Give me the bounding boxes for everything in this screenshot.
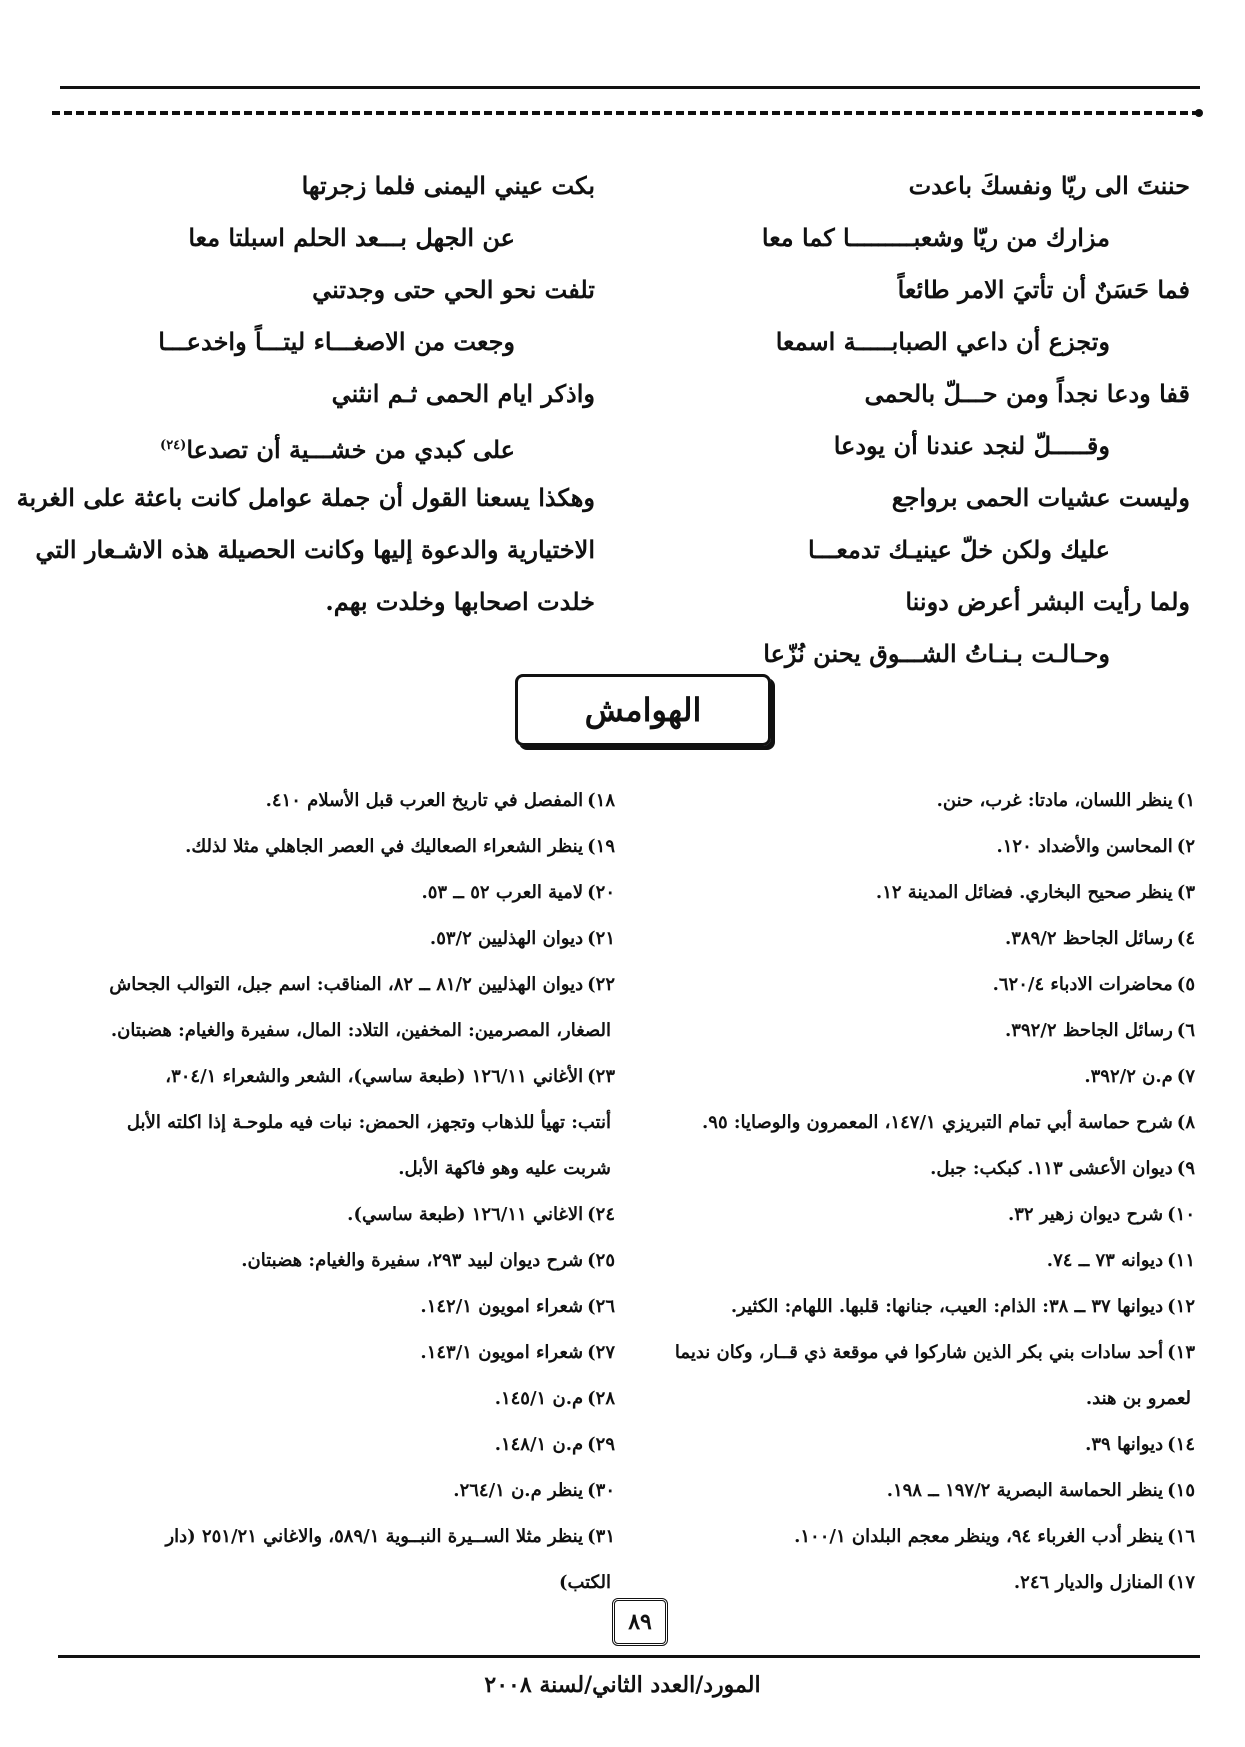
footnote <box>630 1422 1195 1468</box>
footnote-text: ديوان الهذليين ٥٣/٢. <box>429 928 584 949</box>
footnote-text: المفصل في تاريخ العرب قبل الأسلام ٤١٠. <box>265 790 584 811</box>
footnote-number: ١١) <box>1167 1250 1195 1271</box>
footnote-number: ٢٦) <box>587 1296 615 1317</box>
footnote <box>630 870 1195 916</box>
rule-dot <box>1195 109 1203 117</box>
footnote-number: ٤) <box>1176 928 1195 949</box>
footnote <box>50 1192 615 1238</box>
footnote-text: المحاسن والأضداد ١٢٠. <box>996 836 1173 857</box>
footnote-number: ٩) <box>1176 1158 1195 1179</box>
poem-line: واذكر ايام الحمى ثـم انثني <box>331 379 595 408</box>
footnote-number: ٢٥) <box>587 1250 615 1271</box>
footnote-text: شرح حماسة أبي تمام التبريزي ١٤٧/١، المعمرون والوصايا: ٩٥. <box>702 1112 1173 1133</box>
footnote-number: ١٤) <box>1167 1434 1195 1455</box>
notes-left-column <box>50 778 615 1606</box>
footnote <box>50 1422 615 1468</box>
footnote <box>50 1238 615 1284</box>
footnote <box>630 1330 1195 1376</box>
footnote <box>50 1514 615 1560</box>
notes-heading: الهوامش <box>584 691 702 729</box>
poem-line-text: على كبدي من خشـــية أن تصدعا <box>186 435 515 464</box>
footnote-text: ينظر مثلا الســيرة النبــوية ٥٨٩/١، والاغاني ٢٥١/٢١ (دار <box>165 1526 584 1547</box>
footnote <box>630 1284 1195 1330</box>
poem-line: حننتَ الى ريّا ونفسكَ باعدت <box>908 171 1190 200</box>
footnote-number: ١٨) <box>587 790 615 811</box>
footnote <box>630 1008 1195 1054</box>
footnote <box>50 962 615 1008</box>
footnote-text: ينظر صحيح البخاري. فضائل المدينة ١٢. <box>875 882 1173 903</box>
footnote-number: ٧) <box>1176 1066 1195 1087</box>
footnote-continuation <box>50 1560 615 1606</box>
footnote-text: محاضرات الادباء ٦٢٠/٤. <box>992 974 1173 995</box>
footnote-text: لعمرو بن هند. <box>1085 1388 1191 1409</box>
footnote-text: الأغاني ١٢٦/١١ (طبعة ساسي)، الشعر والشعراء ٣٠٤/١، <box>165 1066 584 1087</box>
top-rule <box>60 86 1200 89</box>
footnote <box>50 1376 615 1422</box>
footnote-text: ينظر أدب الغرباء ٩٤، وينظر معجم البلدان ١٠٠/١. <box>794 1526 1164 1547</box>
poem-line: وتجزع أن داعي الصبابـــــة اسمعا <box>775 327 1110 356</box>
footnote-number: ٢٣) <box>587 1066 615 1087</box>
footnote-text: شرح ديوان زهير ٣٢. <box>1007 1204 1164 1225</box>
footnote-continuation <box>50 1146 615 1192</box>
footnote-number: ١٩) <box>587 836 615 857</box>
footnote-number: ٢٨) <box>587 1388 615 1409</box>
footnote-continuation <box>630 1376 1195 1422</box>
footnote-text: أحد سادات بني بكر الذين شاركوا في موقعة ذي قــار، وكان نديما <box>674 1342 1164 1363</box>
poem-line <box>55 420 595 472</box>
footnote-number: ٣١) <box>587 1526 615 1547</box>
footnote-number: ١) <box>1176 790 1195 811</box>
footnote <box>50 1468 615 1514</box>
footnote-number: ١٢) <box>1167 1296 1195 1317</box>
poem-line: مزارك من ريّا وشعبـــــــــا كما معا <box>761 223 1110 252</box>
footnote-number: ٢) <box>1176 836 1195 857</box>
poem-line: ولما رأيت البشر أعرض دوننا <box>905 587 1190 616</box>
footnote-text: ينظر اللسان، مادتا: غرب، حنن. <box>936 790 1173 811</box>
footnote-continuation <box>50 1008 615 1054</box>
footnote-text: شرح ديوان لبيد ٢٩٣، سفيرة والغيام: هضبتان. <box>241 1250 584 1271</box>
footnote <box>50 916 615 962</box>
footnote <box>630 1054 1195 1100</box>
footnote <box>50 1054 615 1100</box>
page-number: ٨٩ <box>612 1598 668 1646</box>
poem-line: تلفت نحو الحي حتى وجدتني <box>312 275 595 304</box>
footnote-text: شعراء امويون ١٤٣/١. <box>420 1342 584 1363</box>
footnote-number: ٥) <box>1176 974 1195 995</box>
top-dashed-rule <box>52 111 1200 115</box>
footnote-number: ٢٧) <box>587 1342 615 1363</box>
notes-heading-box <box>515 674 771 746</box>
footnote-text: ينظر الحماسة البصرية ١٩٧/٢ ــ ١٩٨. <box>886 1480 1164 1501</box>
footnote-number: ١٠) <box>1167 1204 1195 1225</box>
prose-line: خلدت اصحابها وخلدت بهم. <box>325 587 595 616</box>
footnote-text: ديوان الهذليين ٨١/٢ ــ ٨٢، المناقب: اسم جبل، التوالب الجحاش <box>109 974 584 995</box>
journal-footer: المورد/العدد الثاني/لسنة ٢٠٠٨ <box>484 1672 761 1698</box>
footnote-text: شربت عليه وهو فاكهة الأبل. <box>398 1158 611 1179</box>
footnote-text: ينظر الشعراء الصعاليك في العصر الجاهلي مثلا لذلك. <box>185 836 584 857</box>
footnote-text: الصغار، المصرمين: المخفين، التلاد: المال، سفيرة والغيام: هضبتان. <box>110 1020 611 1041</box>
footnote <box>50 778 615 824</box>
footnote <box>630 778 1195 824</box>
prose-line: الاختيارية والدعوة إليها وكانت الحصيلة هذه الاشـعار التي <box>35 535 595 564</box>
footnote-text: الاغاني ١٢٦/١١ (طبعة ساسي). <box>347 1204 584 1225</box>
footnote-text: ديوان الأعشى ١١٣. كبكب: جبل. <box>930 1158 1173 1179</box>
poem-line: قفا ودعا نجداً ومن حـــلّ بالحمى <box>864 379 1190 408</box>
footnote <box>630 1100 1195 1146</box>
poem-line: وقـــــلّ لنجد عندنا أن يودعا <box>833 431 1110 460</box>
footnote-continuation <box>50 1100 615 1146</box>
footer-rule <box>58 1655 1200 1658</box>
poem-line: وجعت من الاصغـــاء ليتـــاً واخدعـــا <box>158 327 515 356</box>
footnote-number: ٦) <box>1176 1020 1195 1041</box>
footnote <box>630 1514 1195 1560</box>
footnote <box>630 1192 1195 1238</box>
footnote-text: المنازل والديار ٢٤٦. <box>1013 1572 1164 1593</box>
footnote-text: رسائل الجاحظ ٣٩٢/٢. <box>1005 1020 1173 1041</box>
footnote-number: ٢٩) <box>587 1434 615 1455</box>
footnote <box>630 1560 1195 1606</box>
footnote-number: ٢٠) <box>587 882 615 903</box>
footnote-text: رسائل الجاحظ ٣٨٩/٢. <box>1005 928 1173 949</box>
poem-line: عن الجهل بـــعد الحلم اسبلتا معا <box>188 223 515 252</box>
poem-line: وحـالـت بـنـاتُ الشـــوق يحنن نُزّعا <box>763 639 1110 668</box>
footnote-text: ديوانها ٣٩. <box>1085 1434 1164 1455</box>
footnote-number: ١٧) <box>1167 1572 1195 1593</box>
footnote <box>630 1146 1195 1192</box>
footnote <box>50 824 615 870</box>
poem-left-column <box>16 160 595 628</box>
footnote-text: م.ن ١٤٨/١. <box>494 1434 584 1455</box>
footnote-text: الكتب) <box>558 1572 611 1593</box>
footnote-number: ١٦) <box>1167 1526 1195 1547</box>
footnote <box>630 916 1195 962</box>
footnote-number: ٢١) <box>587 928 615 949</box>
footnote-text: شعراء امويون ١٤٢/١. <box>420 1296 584 1317</box>
footnote-text: م.ن ١٤٥/١. <box>494 1388 584 1409</box>
poem-line: عليك ولكن خلّ عينيـك تدمعـــا <box>807 535 1110 564</box>
poem-line: فما حَسَنٌ أن تأتيَ الامر طائعاً <box>897 275 1190 304</box>
footnote <box>630 962 1195 1008</box>
notes-right-column <box>630 778 1195 1606</box>
footnote-number: ٣٠) <box>587 1480 615 1501</box>
footnote <box>630 824 1195 870</box>
footnote-number: ١٥) <box>1167 1480 1195 1501</box>
footnote-number: ٢٤) <box>587 1204 615 1225</box>
footnote-text: لامية العرب ٥٢ ــ ٥٣. <box>421 882 584 903</box>
footnote <box>630 1468 1195 1514</box>
footnote-number: ٢٢) <box>587 974 615 995</box>
footnote <box>50 1330 615 1376</box>
poem-line: بكت عيني اليمنى فلما زجرتها <box>301 171 595 200</box>
footnote <box>50 870 615 916</box>
footnote-text: أنتب: تهيأ للذهاب وتجهز، الحمض: نبات فيه ملوحـة إذا اكلته الأبل <box>126 1112 611 1133</box>
footnote-text: ديوانه ٧٣ ــ ٧٤. <box>1046 1250 1164 1271</box>
footnote-text: م.ن ٣٩٢/٢. <box>1084 1066 1173 1087</box>
footnote-number: ٣) <box>1176 882 1195 903</box>
footnote-text: ينظر م.ن ٢٦٤/١. <box>453 1480 584 1501</box>
footnote-text: ديوانها ٣٧ ــ ٣٨: الذام: العيب، جنانها: قلبها. اللهام: الكثير. <box>730 1296 1164 1317</box>
footnote-number: ٨) <box>1176 1112 1195 1133</box>
footnote-number: ١٣) <box>1167 1342 1195 1363</box>
footnote <box>50 1284 615 1330</box>
footnote-marker: (٢٤) <box>160 438 187 453</box>
footnote <box>630 1238 1195 1284</box>
poem-line: وليست عشيات الحمى برواجع <box>891 483 1190 512</box>
prose-line: وهكذا يسعنا القول أن جملة عوامل كانت باعثة على الغربة <box>16 483 595 512</box>
poem-right-column <box>650 160 1190 680</box>
